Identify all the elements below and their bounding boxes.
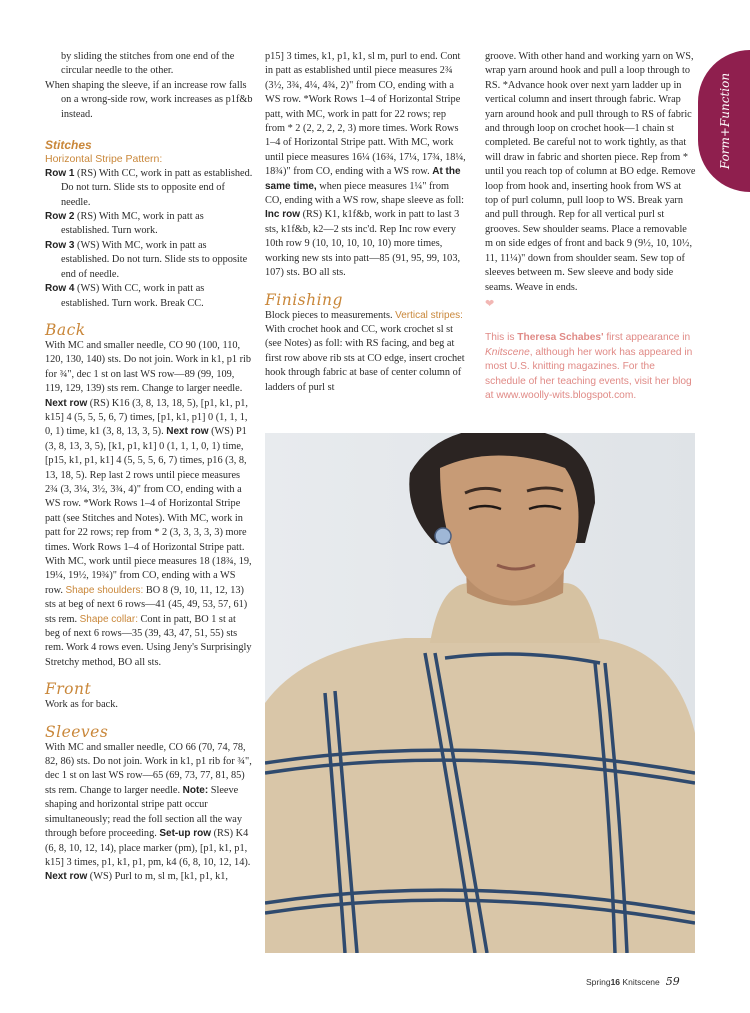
finishing-text-1: Block pieces to measurements. (265, 309, 396, 321)
sleeves-keyword-3: Next row (45, 871, 88, 883)
stitches-heading: Stitches (45, 138, 92, 153)
finishing-text-2: With crochet hook and CC, work crochet sl st (see Notes) as foll: with RS facing, and beg at first row above rib sts at CO edge, insert crochet hook through fabric at base of center column of ladders of purl st (265, 323, 465, 393)
row-1-label: Row 1 (45, 167, 75, 179)
stripe-pattern-heading: Horizontal Stripe Pattern: (45, 153, 163, 166)
finishing-continued: groove. With other hand and working yarn on WS, wrap yarn around hook and pull a loop through to RS. *Advance hook over next yarn ladder up in vertical column and insert through fabric. Wrap yarn around hook and pull through to RS of fabric and through loop on crochet hook—1 chain st completed. Be careful not to work tightly, as that will draw in fabric and shorten piece. Rep from * until you reach top of column at BO edge. Remove loop from hook and, inserting hook from WS at top of purl column, pull loop to WS. Break yarn and pull through. Rep for all vertical purl st grooves. Sew shoulder seams. Place a removable m on side edges of front and back 9 (9½, 10, 10½, 11, 11¼)" down from shoulder seam. Sew top of sleeves between m. Sew sleeve and body side seams. Weave in ends. (485, 51, 696, 293)
bio-text-2: first appearance in (603, 332, 691, 344)
section-tab-label: Form+Function (718, 72, 732, 170)
sleeves-cont-keyword-1: At the same time, (265, 166, 461, 192)
sleeves-keyword-2: Set-up row (159, 828, 212, 840)
sleeves-cont-text-2: when piece measures 1¼" from CO, ending with a WS row, shape sleeve as foll: (265, 180, 465, 207)
finishing-instructions (265, 309, 468, 395)
row-3-text: (WS) With MC, work in patt as established. Do not turn. Slide sts to opposite end of needle. (61, 239, 248, 280)
footer-magazine: Knitscene (622, 977, 660, 987)
back-instructions (45, 339, 253, 670)
row-3-label: Row 3 (45, 239, 75, 251)
shape-collar-label: Shape collar: (79, 613, 138, 625)
sleeves-keyword-1: Note: (182, 784, 209, 796)
designer-bio (485, 331, 697, 403)
text-column-3 (485, 50, 697, 403)
text-column-1 (45, 50, 253, 885)
vertical-stripes-label: Vertical stripes: (395, 309, 463, 321)
back-heading: Back (45, 320, 86, 339)
sleeves-cont-text-1: p15] 3 times, k1, p1, k1, sl m, purl to end. Cont in patt as established until piece measures 2¾ (3½, 3¾, 4¼, 4¾, 2)" from CO, ending with a WS row. *Work Rows 1–4 of Horizontal Stripe patt, with MC, work in patt for 22 rows; rep from * 2 (2, 2, 2, 2, 3) more times. Work Rows 1–4 of Horizontal Stripe patt. With MC, work until piece measures 16¼ (16¾, 17¼, 17¾, 18¼, 18¾)" from CO, ending with a WS row. (265, 51, 466, 178)
back-text-2: (RS) K16 (3, 8, 13, 18, 5), [p1, k1, p1, k15] 4 (5, 5, 5, 6, 7) times, [p1, k1, p1] 0 (1, 1, 1, 0, 1) time, k1 (3, 8, 13, 3, 5). (45, 397, 248, 438)
back-keyword-2: Next row (166, 426, 209, 438)
back-text-3: (WS) P1 (3, 8, 13, 3, 5), [k1, p1, k1] 0 (1, 1, 1, 0, 1) time, [p15, k1, p1, k1] 4 (5, 5, 5, 6, 7) times, p16 (3, 8, 13, 18, 5). Rep last 2 rows until piece measures 2¾ (3, 3¼, 3½, 3¾, 4)" from CO, ending with a WS row. *Work Rows 1–4 of Horizontal Stripe patt (see Stitches and Notes). With MC, work in patt for 22 rows; rep from * 2 (3, 3, 3, 3, 3) more times. Work Rows 1–4 of Horizontal Stripe patt. With MC, work until piece measures 18 (18¾, 19, 19¼, 19½, 19¾)" from CO, ending with a WS row. (45, 426, 252, 596)
magazine-name: Knitscene (485, 346, 530, 358)
front-text: Work as for back. (45, 699, 118, 711)
heart-icon: ❤ (485, 297, 495, 310)
front-heading: Front (45, 680, 92, 699)
sleeves-continued (265, 50, 468, 281)
section-tab (698, 50, 750, 192)
model-photo-illustration (265, 433, 695, 953)
page-footer (586, 975, 680, 988)
model-photo (265, 433, 695, 953)
back-text-1: With MC and smaller needle, CO 90 (100, 110, 120, 130, 140) sts. Do not join. Work in k1, p1 rib for ¾", dec 1 st on last WS row—89 (99, 109, 119, 129, 139) sts rem. Change to larger needle. (45, 339, 252, 395)
sleeves-text-2: Sleeve shaping and horizontal stripe patt occur simultaneously; read the foll section all the way through before proceeding. (45, 784, 243, 840)
row-2-label: Row 2 (45, 211, 75, 223)
sleeves-cont-text-3: (RS) K1, k1f&b, work in patt to last 3 sts, k1f&b, k2—2 sts inc'd. Rep Inc row every 10th row 9 (10, 10, 10, 10, 10) more times, working new sts into patt—85 (91, 95, 99, 103, 107) sts. BO all sts. (265, 209, 461, 279)
back-text-4: BO 8 (9, 10, 11, 12, 13) sts at beg of next 6 rows—41 (45, 49, 53, 57, 61) sts rem. (45, 584, 248, 625)
row-3-instruction (45, 239, 253, 282)
sleeves-heading: Sleeves (45, 722, 109, 741)
row-4-text: (WS) With CC, work in patt as established. Turn work. Break CC. (61, 283, 205, 309)
sleeves-text-4: (WS) Purl to m, sl m, [k1, p1, k1, (87, 871, 228, 883)
page-number: 59 (665, 975, 680, 988)
earring (435, 528, 451, 544)
row-2-instruction (45, 210, 253, 239)
back-keyword-1: Next row (45, 397, 88, 409)
row-1-text: (RS) With CC, work in patt as established. Do not turn. Slide sts to opposite end of needle. (61, 167, 253, 208)
increase-note: When shaping the sleeve, if an increase row falls on a wrong-side row, work increases as p1f&b instead. (45, 79, 253, 120)
back-text-5: Cont in patt, BO 1 st at beg of next 6 rows—35 (39, 43, 47, 51, 55) sts rem. Work 4 rows even. Using Jeny's Surprisingly Stretchy method, BO all sts. (45, 613, 252, 668)
finishing-heading: Finishing (265, 290, 343, 309)
row-4-instruction (45, 282, 253, 311)
continued-text: by sliding the stitches from one end of the circular needle to the other. (61, 51, 235, 77)
shape-shoulders-label: Shape shoulders: (65, 584, 144, 596)
row-1-instruction (45, 167, 253, 210)
footer-season: Spring (586, 977, 611, 987)
sleeves-instructions (45, 741, 253, 885)
row-4-label: Row 4 (45, 283, 75, 295)
bio-text-1: This is (485, 332, 518, 344)
footer-issue: 16 (610, 977, 621, 987)
row-2-text: (RS) With MC, work in patt as established. Turn work. (61, 211, 204, 237)
designer-name: Theresa Schabes' (517, 332, 604, 344)
sleeves-cont-keyword-2: Inc row (265, 209, 301, 221)
text-column-2 (265, 50, 468, 395)
sleeves-text-3: (RS) K4 (6, 8, 10, 12, 14), place marker (pm), [p1, k1, p1, k15] 3 times, p1, k1, p1, pm, k4 (6, 8, 10, 12, 14). (45, 828, 251, 868)
bio-text-3: , although her work has appeared in most U.S. knitting magazines. For the schedule of her teaching events, visit her blog at www.woolly-wits.blogspot.com. (485, 346, 693, 401)
sleeves-text-1: With MC and smaller needle, CO 66 (70, 74, 78, 82, 86) sts. Do not join. Work in k1, p1 rib for ¾", dec 1 st on last WS row—65 (69, 73, 77, 81, 85) sts rem. Change to larger needle. (45, 741, 252, 796)
